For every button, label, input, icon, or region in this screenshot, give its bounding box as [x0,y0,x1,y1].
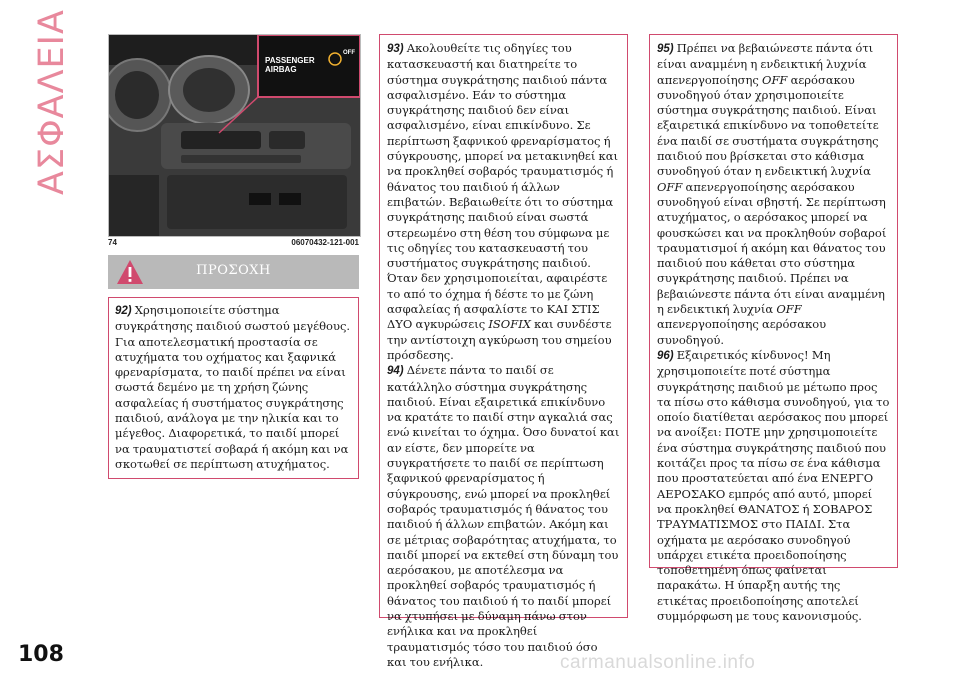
page-number: 108 [18,642,64,667]
note-96: 96) Εξαιρετικός κίνδυνος! Μη χρησιμοποιείτε ποτέ σύστημα συγκράτησης παιδιού με μέτωπο προς τα πίσω στο κάθισμα συνοδηγού, για το οποίο διατίθεται αερόσακος που μπορεί να ανοίξει: ΠΟΤΕ μην χρησιμοποιείτε ένα σύστημα συγκράτησης παιδιού που κοιτάζει προς τα πίσω σε ένα κάθισμα που προστατεύεται από ένα ΕΝΕΡΓΟ ΑΕΡΟΣΑΚΟ εμπρός από αυτό, μπορεί να προκληθεί ΘΑΝΑΤΟΣ ή ΣΟΒΑΡΟΣ ΤΡΑΥΜΑΤΙΣΜΟΣ στο ΠΑΙΔΙ. Στα οχήματα με αερόσακο συνοδηγού υπάρχει ετικέτα προειδοποίησης τοποθετημένη όπως φαίνεται παρακάτω. Η ύπαρξη αυτής της ετικέτας προειδοποίησης αποτελεί συμμόρφωση με τους κανονισμούς. [657,347,890,623]
dashboard-illustration [109,35,360,236]
note-95: 95) Πρέπει να βεβαιώνεστε πάντα ότι είναι αναμμένη η ενδεικτική λυχνία απενεργοποίησης OFF αερόσακου συνοδηγού όταν χρησιμοποιείτε σύστημα συγκράτησης παιδιού. Είναι εξαιρετικά επικίνδυνο να τοποθετείτε ένα παιδί σε συστήματα συγκράτησης παιδιού που βρίσκεται στο κάθισμα συνοδηγού όταν η ενδεικτική λυχνία OFF απενεργοποίησης αερόσακου συνοδηγού είναι σβηστή. Σε περίπτωση ατυχήματος, ο αερόσακος μπορεί να φουσκώσει και να προκληθούν σοβαροί τραυματισμοί ή ακόμη και θάνατος του παιδιού που κάθεται στο σύστημα συγκράτησης παιδιού. Πρέπει να βεβαιώνεστε πάντα ότι είναι αναμμένη η ενδεικτική λυχνία OFF απενεργοποίησης αερόσακου συνοδηγού. [657,41,887,347]
note-94: 94) Δένετε πάντα το παιδί σε κατάλληλο σύστημα συγκράτησης παιδιού. Είναι εξαιρετικά επικίνδυνο να κρατάτε το παιδί στην αγκαλιά σας ενώ κινείται το όχημα. Όσο δυνατοί και αν είστε, δεν μπορείτε να συγκρατήσετε το παιδί σε περίπτωση ξαφνικού φρεναρίσματος ή σύγκρουσης, ενώ μπορεί να προκληθεί σοβαρός τραυματισμός ή θάνατος του παιδιού ή άλλων επιβατών. Ακόμη και σε μέτριας σοβαρότητας ατυχήματα, το παιδί μπορεί να εκτεθεί στη δύναμη του αερόσακου, με αποτέλεσμα να προκληθεί σοβαρός τραυματισμός ή θάνατος του παιδιού ή το παιδί μπορεί να χτυπήσει με δύναμη πάνω στον ενήλικα και να προκληθεί τραυματισμός τόσο του παιδιού όσο και του ενήλικα. [387,363,620,669]
dashboard-figure [108,34,361,237]
note-box-92 [108,297,359,479]
figure-number: 74 [108,238,117,247]
warning-title: ΠΡΟΣΟΧΗ [196,263,271,278]
note-93: 93) Ακολουθείτε τις οδηγίες του κατασκευαστή και διατηρείτε το σύστημα συγκράτησης παιδιού πάντα ασφαλισμένο. Εάν το σύστημα συγκράτησης παιδιού δεν είναι ασφαλισμένο, είναι επικίνδυνο. Σε περίπτωση ξαφνικού φρεναρίσματος ή σύγκρουσης, μπορεί να μετακινηθεί και να προκληθεί σοβαρός τραυματισμός ή θάνατος του παιδιού ή άλλων επιβατών. Βεβαιωθείτε ότι το σύστημα συγκράτησης παιδιού είναι σωστά στερεωμένο στη θέση του σύμφωνα με τις οδηγίες του κατασκευαστή του συστήματος συγκράτησης παιδιού. Όταν δεν χρησιμοποιείται, αφαιρέστε το από το όχημα ή δέστε το με ζώνη ασφαλείας ή ασφαλίστε το ΚΑΙ ΣΤΙΣ ΔΥΟ αγκυρώσεις ISOFIX και συνδέστε την αντίστοιχη αγκύρωση του σημείου πρόσδεσης. [387,41,618,362]
section-title: ΑΣΦΑΛΕΙΑ [32,9,72,195]
passenger-airbag-label: PASSENGER AIRBAG [265,56,315,74]
warning-header [108,255,359,289]
off-label: OFF [343,50,355,56]
figure-caption [108,236,359,250]
note-box-95-96 [649,34,898,623]
figure-code: 06070432-121-001 [291,238,359,247]
note-box-93-94 [379,34,628,669]
watermark: carmanualsonline.info [560,652,756,673]
note-92: 92) Χρησιμοποιείτε σύστημα συγκράτησης παιδιού σωστού μεγέθους. Για αποτελεσματική προστασία σε ατυχήματα του οχήματος και ξαφνικά φρεναρίσματα, το παιδί πρέπει να είναι σωστά δεμένο με τη χρήση ζώνης ασφαλείας ή συστήματος συγκράτησης παιδιού, ανάλογα με την ηλικία και το μέγεθος. Διαφορετικά, το παιδί μπορεί να τραυματιστεί σοβαρά ή ακόμη και να σκοτωθεί σε περίπτωση ατυχήματος. [115,303,351,471]
